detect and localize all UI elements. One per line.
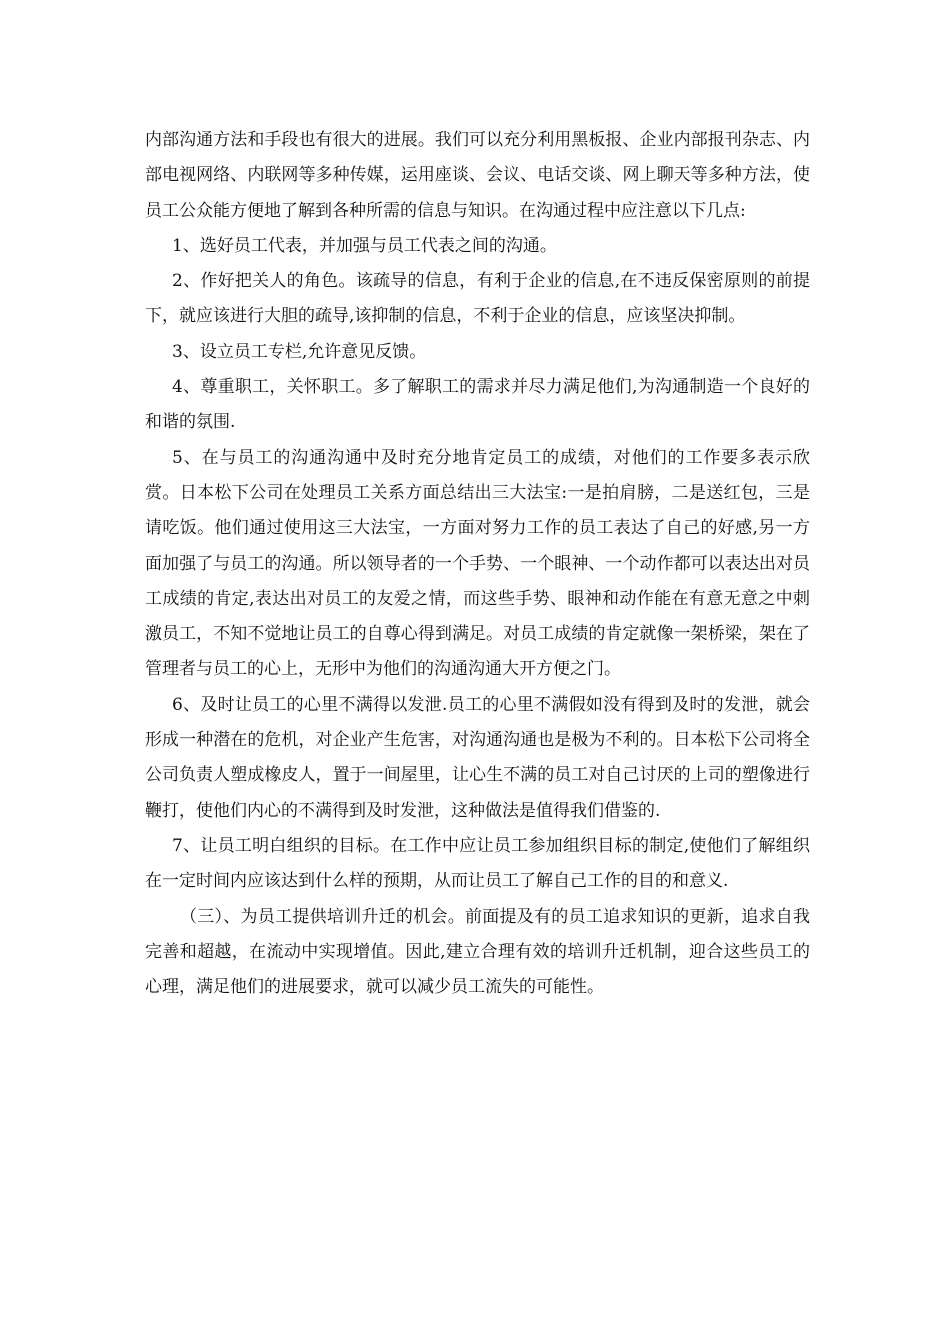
paragraph-item-4: 4、尊重职工，关怀职工。多了解职工的需求并尽力满足他们,为沟通制造一个良好的和谐的氛围. (145, 377, 810, 433)
paragraph-item-2: 2、作好把关人的角色。该疏导的信息，有利于企业的信息,在不违反保密原则的前提下，就应该进行大胆的疏导,该抑制的信息，不利于企业的信息，应该坚决抑制。 (145, 271, 810, 327)
paragraph-item-7: 7、让员工明白组织的目标。在工作中应让员工参加组织目标的制定,使他们了解组织在一定时间内应该达到什么样的预期，从而让员工了解自己工作的目的和意义. (145, 835, 810, 892)
document-body (145, 123, 810, 1005)
paragraph-item-5: 5、在与员工的沟通沟通中及时充分地肯定员工的成绩，对他们的工作要多表示欣赏。日本松下公司在处理员工关系方面总结出三大法宝:一是拍肩膀，二是送红包，三是请吃饭。他们通过使用这三大法宝，一方面对努力工作的员工表达了自己的好感,另一方面加强了与员工的沟通。所以领导者的一个手势、一个眼神、一个动作都可以表达出对员工成绩的肯定,表达出对员工的友爱之情，而这些手势、眼神和动作能在有意无意之中刺激员工，不知不觉地让员工的自尊心得到满足。对员工成绩的肯定就像一架桥梁，架在了管理者与员工的心上，无形中为他们的沟通沟通大开方便之门。 (145, 447, 810, 680)
paragraph-item-3: 3、设立员工专栏,允许意见反馈。 (172, 341, 427, 362)
paragraph-item-1: 1、选好员工代表，并加强与员工代表之间的沟通。 (172, 235, 557, 256)
paragraph-item-6: 6、及时让员工的心里不满得以发泄.员工的心里不满假如没有得到及时的发泄，就会形成一种潜在的危机，对企业产生危害，对沟通沟通也是极为不利的。日本松下公司将全公司负责人塑成橡皮人，置于一间屋里，让心生不满的员工对自己讨厌的上司的塑像进行鞭打，使他们内心的不满得到及时发泄，这种做法是值得我们借鉴的. (145, 694, 810, 821)
paragraph-intro: 内部沟通方法和手段也有很大的进展。我们可以充分利用黑板报、企业内部报刊杂志、内部电视网络、内联网等多种传媒，运用座谈、会议、电话交谈、网上聊天等多种方法，使员工公众能方便地了解到各种所需的信息与知识。在沟通过程中应注意以下几点: (145, 130, 810, 221)
paragraph-section-3: （三）、为员工提供培训升迁的机会。前面提及有的员工追求知识的更新，追求自我完善和超越，在流动中实现增值。因此,建立合理有效的培训升迁机制，迎合这些员工的心理，满足他们的进展要求，就可以减少员工流失的可能性。 (145, 906, 810, 998)
